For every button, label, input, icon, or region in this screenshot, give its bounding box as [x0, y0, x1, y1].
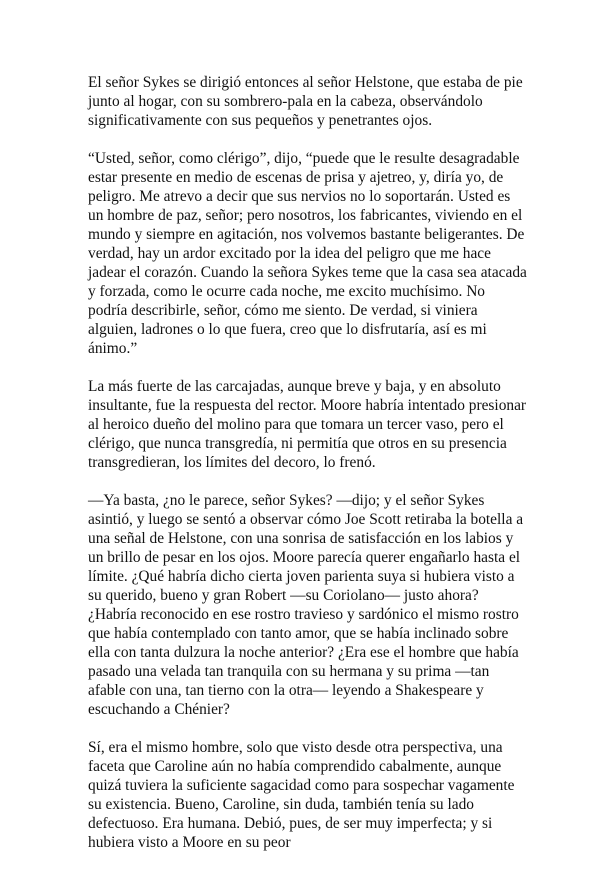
paragraph-3: La más fuerte de las carcajadas, aunque breve y baja, y en absoluto insultante, fue la respuesta del rector. Moore habría intentado presionar al heroico dueño del molino para que tomara un tercer vaso, pero el clérigo, que nunca transgredía, ni permitía que otros en su presencia transgredieran, los límites del decoro, lo frenó.	[88, 378, 527, 471]
paragraph-2: “Usted, señor, como clérigo”, dijo, “puede que le resulte desagradable estar presente en medio de escenas de prisa y ajetreo, y, diría yo, de peligro. Me atrevo a decir que sus nervios no lo soportarán. Usted es un hombre de paz, señor; pero nosotros, los fabricantes, viviendo en el mundo y siempre en agitación, nos volvemos bastante beligerantes. De verdad, hay un ardor excitado por la idea del peligro que me hace jadear el corazón. Cuando la señora Sykes teme que la casa sea atacada y forzada, como le ocurre cada noche, me excito muchísimo. No podría describirle, señor, cómo me siento. De verdad, si viniera alguien, ladrones o lo que fuera, creo que lo disfrutaría, así es mi ánimo.”	[88, 150, 527, 357]
document-body	[88, 73, 528, 871]
paragraph-4: —Ya basta, ¿no le parece, señor Sykes? —dijo; y el señor Sykes asintió, y luego se sentó a observar cómo Joe Scott retiraba la botella a una señal de Helstone, con una sonrisa de satisfacción en los labios y un brillo de pesar en los ojos. Moore parecía querer engañarlo hasta el límite. ¿Qué habría dicho cierta joven parienta suya si hubiera visto a su querido, bueno y gran Robert —su Coriolano— justo ahora? ¿Habría reconocido en ese rostro travieso y sardónico el mismo rostro que había contemplado con tanto amor, que se había inclinado sobre ella con tanta dulzura la noche anterior? ¿Era ese el hombre que había pasado una velada tan tranquila con su hermana y su prima —tan afable con una, tan tierno con la otra— leyendo a Shakespeare y escuchando a Chénier?	[88, 492, 524, 718]
paragraph-1: El señor Sykes se dirigió entonces al señor Helstone, que estaba de pie junto al hogar, con su sombrero-pala en la cabeza, observándolo significativamente con sus pequeños y penetrantes ojos.	[88, 74, 523, 129]
paragraph-5: Sí, era el mismo hombre, solo que visto desde otra perspectiva, una faceta que Caroline aún no había comprendido cabalmente, aunque quizá tuviera la suficiente sagacidad como para sospechar vagamente su existencia. Bueno, Caroline, sin duda, también tenía su lado defectuoso. Era humana. Debió, pues, de ser muy imperfecta; y si hubiera visto a Moore en su peor	[88, 739, 515, 851]
